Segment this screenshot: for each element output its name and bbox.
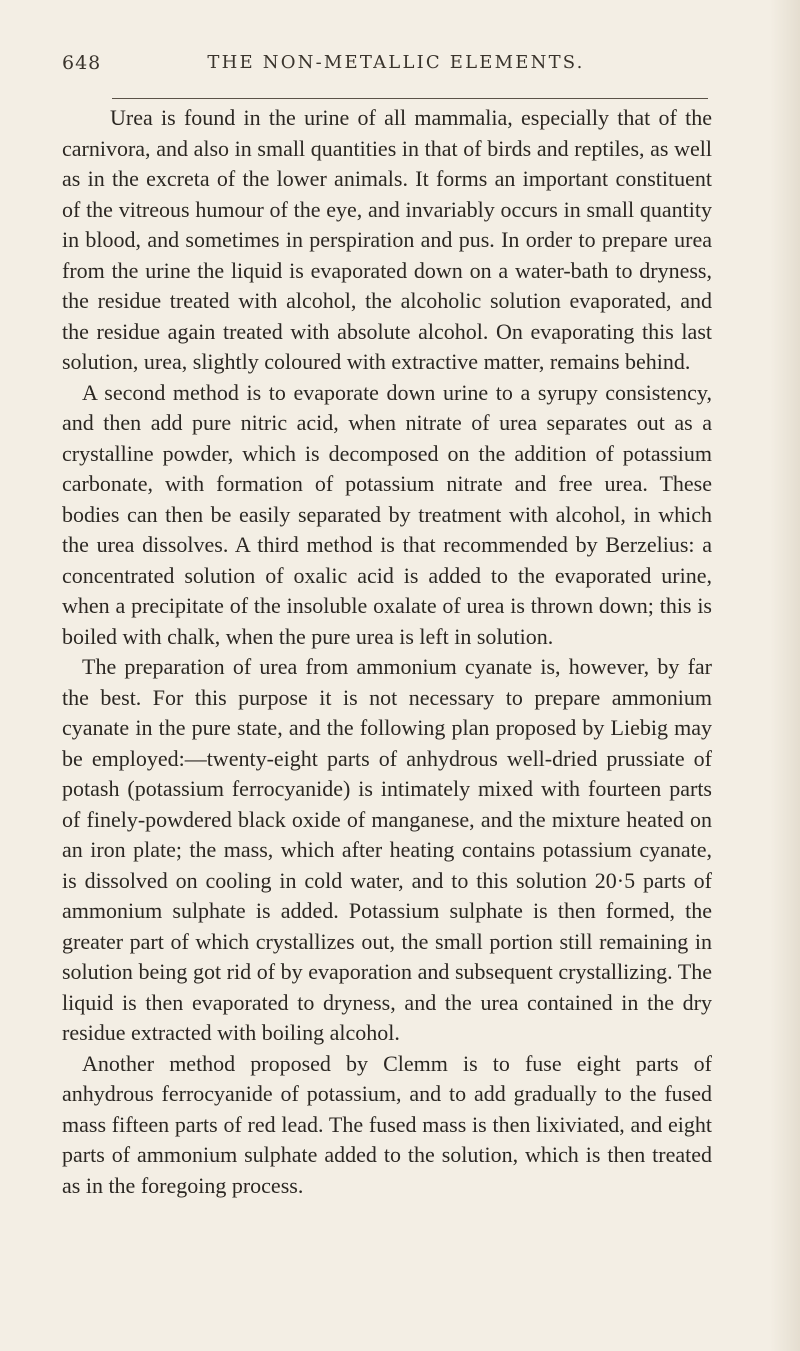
running-title: THE NON-METALLIC ELEMENTS. <box>207 52 585 73</box>
body-text <box>62 103 712 1201</box>
paragraph: Urea is found in the urine of all mammalia, especially that of the carnivora, and also in small quantities in that of birds and reptiles, as well as in the excreta of the lower animals. It forms an important constituent of the vitreous humour of the eye, and invariably occurs in small quantity in blood, and sometimes in perspiration and pus. In order to prepare urea from the urine the liquid is evaporated down on a water-bath to dryness, the residue treated with alcohol, the alcoholic solution evaporated, and the residue again treated with absolute alcohol. On evaporating this last solution, urea, slightly coloured with extractive matter, remains behind. <box>62 105 712 374</box>
paragraph: A second method is to evaporate down urine to a syrupy consistency, and then add pure nitric acid, when nitrate of urea separates out as a crystalline powder, which is decomposed on the addition of potassium carbonate, with formation of potassium nitrate and free urea. These bodies can then be easily separated by treatment with alcohol, in which the urea dissolves. A third method is that recommended by Berzelius: a concentrated solution of oxalic acid is added to the evaporated urine, when a precipitate of the insoluble oxalate of urea is thrown down; this is boiled with chalk, when the pure urea is left in solution. <box>62 379 712 649</box>
paragraph: The preparation of urea from ammonium cyanate is, however, by far the best. For this purpose it is not necessary to prepare ammonium cyanate in the pure state, and the following plan proposed by Liebig may be employed:—twenty-eight parts of anhydrous well-dried prussiate of potash (potassium ferrocyanide) is intimately mixed with fourteen parts of finely-powdered black oxide of manganese, and the mixture heated on an iron plate; the mass, which after heating contains potassium cyanate, is dissolved on cooling in cold water, and to this solution 20·5 parts of ammonium sulphate is added. Potassium sulphate is then formed, the greater part of which crystallizes out, the small portion still remaining in solution being got rid of by evaporation and subsequent crystallizing. The liquid is then evaporated to dryness, and the urea contained in the dry residue extracted with boiling alcohol. <box>62 654 712 1045</box>
header-rule <box>112 98 708 99</box>
running-head <box>62 52 730 82</box>
page-number: 648 <box>62 52 102 74</box>
paragraph: Another method proposed by Clemm is to fuse eight parts of anhydrous ferrocyanide of potassium, and to add gradually to the fused mass fifteen parts of red lead. The fused mass is then lixiviated, and eight parts of ammonium sulphate added to the solution, which is then treated as in the foregoing process. <box>62 1050 712 1198</box>
